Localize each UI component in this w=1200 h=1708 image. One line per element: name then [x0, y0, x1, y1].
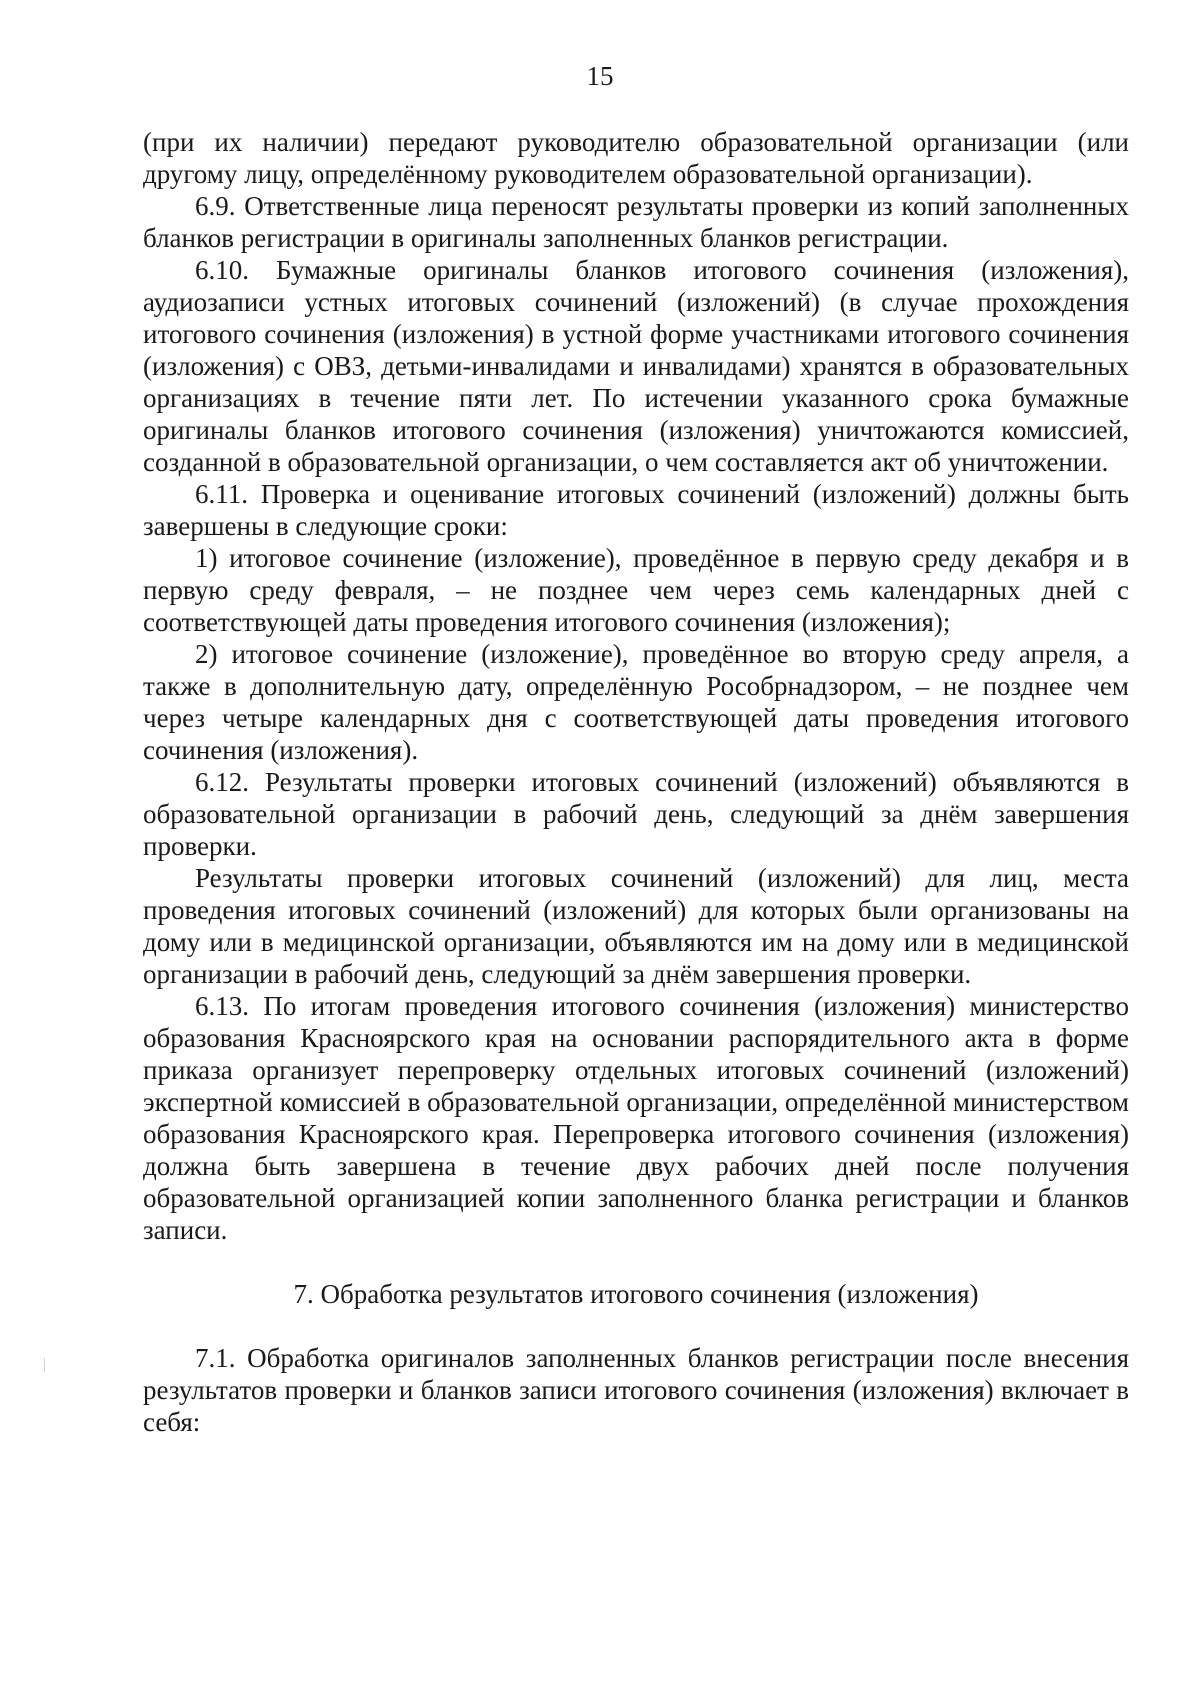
paragraph-6-12: 6.12. Результаты проверки итоговых сочинений (изложений) объявляются в образовательной организации в рабочий день, следующий за днём завершения проверки.	[143, 767, 1129, 861]
page-number: 15	[586, 61, 614, 91]
document-body	[143, 126, 1129, 1438]
paragraph-continuation: (при их наличии) передают руководителю образовательной организации (или другому лицу, определённому руководителем образовательной организации).	[143, 127, 1129, 189]
scan-margin-mark	[44, 1358, 45, 1372]
paragraph-7-1: 7.1. Обработка оригиналов заполненных бланков регистрации после внесения результатов проверки и бланков записи итогового сочинения (изложения) включает в себя:	[143, 1343, 1129, 1437]
list-item-1: 1) итоговое сочинение (изложение), проведённое в первую среду декабря и в первую среду февраля, – не позднее чем через семь календарных дней с соответствующей даты проведения итогового сочинения (изложения);	[143, 543, 1129, 637]
section-heading: 7. Обработка результатов итогового сочинения (изложения)	[293, 1279, 979, 1309]
paragraph-6-9: 6.9. Ответственные лица переносят результаты проверки из копий заполненных бланков регистрации в оригиналы заполненных бланков регистрации.	[143, 191, 1129, 253]
paragraph-6-10: 6.10. Бумажные оригиналы бланков итогового сочинения (изложения), аудиозаписи устных итоговых сочинений (изложений) (в случае прохождения итогового сочинения (изложения) в устной форме участниками итогового сочинения (изложения) с ОВЗ, детьми-инвалидами и инвалидами) хранятся в образовательных организациях в течение пяти лет. По истечении указанного срока бумажные оригиналы бланков итогового сочинения (изложения) уничтожаются комиссией, созданной в образовательной организации, о чем составляется акт об уничтожении.	[143, 255, 1129, 477]
paragraph-6-12-continued: Результаты проверки итоговых сочинений (изложений) для лиц, места проведения итоговых сочинений (изложений) для которых были организованы на дому или в медицинской организации, объявляются им на дому или в медицинской организации в рабочий день, следующий за днём завершения проверки.	[143, 863, 1129, 989]
paragraph-6-13: 6.13. По итогам проведения итогового сочинения (изложения) министерство образования Красноярского края на основании распорядительного акта в форме приказа организует перепроверку отдельных итоговых сочинений (изложений) экспертной комиссией в образовательной организации, определённой министерством образования Красноярского края. Перепроверка итогового сочинения (изложения) должна быть завершена в течение двух рабочих дней после получения образовательной организацией копии заполненного бланка регистрации и бланков записи.	[143, 991, 1129, 1245]
paragraph-6-11: 6.11. Проверка и оценивание итоговых сочинений (изложений) должны быть завершены в следующие сроки:	[143, 479, 1129, 541]
list-item-2: 2) итоговое сочинение (изложение), проведённое во вторую среду апреля, а также в дополнительную дату, определённую Рособрнадзором, – не позднее чем через четыре календарных дня с соответствующей даты проведения итогового сочинения (изложения).	[143, 639, 1129, 765]
